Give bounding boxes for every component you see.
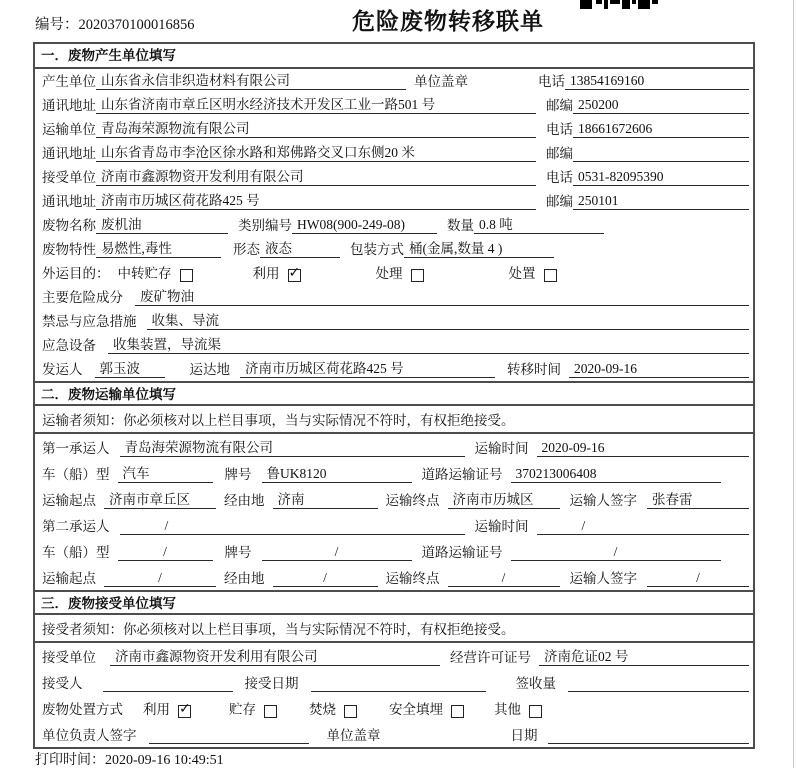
license-no-label: 经营许可证号 [450,650,531,665]
phone2-value: 18661672606 [573,121,749,138]
receiver-notice: 接受者须知：你必须核对以上栏目事项，当与实际情况不符时，有权拒绝接受。 [42,622,515,637]
hazard-row [35,285,753,309]
plate1-label: 牌号 [224,467,252,482]
zip3-label: 邮编 [546,194,573,209]
receiver-label: 接受单位 [42,170,96,185]
serial-label: 编号： [35,17,79,33]
option-label: 中转贮存 [117,266,172,281]
purpose-option-use [253,262,301,282]
hazard-label: 主要危险成分 [42,290,123,305]
section3-header: 三．废物接受单位填写 [35,590,753,615]
section1-header: 一．废物产生单位填写 [35,44,753,69]
disposal-option-landfill [389,698,464,718]
origin1-label: 运输起点 [42,493,96,508]
time2-label: 运输时间 [474,519,529,534]
sign1-label: 运输人签字 [569,493,637,508]
zip2-label: 邮编 [546,146,573,161]
disposal-row [35,695,753,721]
disposal-option-store [229,698,277,718]
receiver-value: 济南市鑫源物资开发利用有限公司 [96,165,536,186]
transporter-value: 青岛海荣源物流有限公司 [96,117,536,138]
origin2-value: / [104,570,216,587]
accept-date-label: 接受日期 [244,676,299,691]
quantity-label: 数量 [447,218,474,233]
vehicle2-value: / [118,544,213,561]
checkbox-icon [264,705,277,718]
acceptor-value [103,691,233,692]
taboo-value: 收集、导流 [147,309,750,330]
destination-value: 济南市历城区荷花路425 号 [240,357,495,378]
shipper-label: 发运人 [42,362,83,377]
origin2-label: 运输起点 [42,571,96,586]
equipment-value: 收集装置，导流渠 [108,333,749,354]
transfer-time-value: 2020-09-16 [569,361,749,378]
destination-label: 运达地 [189,362,230,377]
end2-value: / [448,570,560,587]
carrier2-row [35,512,753,538]
end2-label: 运输终点 [385,571,440,586]
via2-label: 经由地 [224,571,265,586]
form-label: 形态 [233,242,260,257]
print-time-label: 打印时间： [35,753,105,768]
waste-name-value: 废机油 [96,213,228,234]
option-label: 其他 [494,702,521,717]
phone3-value: 0531-82095390 [573,169,749,186]
route1-row [35,486,753,512]
phone2-label: 电话 [546,122,573,137]
waste-name-row [35,213,753,237]
via2-value: / [273,570,378,587]
transporter-label: 运输单位 [42,122,96,137]
plate2-label: 牌号 [224,545,252,560]
option-label: 焚烧 [309,702,336,717]
character-value: 易燃性,毒性 [96,237,221,258]
acceptor-label: 接受人 [42,676,83,691]
disposal-option-other [494,698,542,718]
checkbox-icon [544,269,557,282]
addr2-value: 山东省青岛市李沧区徐水路和郑佛路交叉口东侧20 米 [96,141,536,162]
vehicle1-row [35,460,753,486]
option-label: 处置 [508,266,536,281]
addr1-label: 通讯地址 [42,98,96,113]
accept-unit-row [35,643,753,669]
acceptor-row [35,669,753,695]
manifest-form [33,42,755,749]
manager-sign-label: 单位负责人签字 [42,728,137,743]
option-label: 安全填埋 [389,702,443,717]
accept-unit-label: 接受单位 [42,650,96,665]
character-label: 废物特性 [42,242,96,257]
producer-value: 山东省永信非织造材料有限公司 [96,69,406,90]
addr2-label: 通讯地址 [42,146,96,161]
taboo-row [35,309,753,333]
checkbox-icon [529,705,542,718]
producer-address-row [35,93,753,117]
received-qty-value [568,691,749,692]
receiver-notice-row [35,615,753,643]
received-qty-label: 签收量 [515,676,556,691]
checkbox-icon [344,705,357,718]
carrier2-value: / [120,518,465,535]
checkbox-icon [288,269,301,282]
sign1-value: 张春雷 [647,488,749,509]
page-edge-line [793,0,794,768]
option-label: 处理 [375,266,403,281]
phone1-value: 13854169160 [565,73,749,90]
transporter-address-row [35,141,753,165]
unit-seal-label: 单位盖章 [414,74,468,89]
date-label: 日期 [510,728,538,743]
unit-seal-label-2: 单位盖章 [326,728,381,743]
vehicle2-row [35,538,753,564]
transporter-row [35,117,753,141]
vehicle1-value: 汽车 [118,462,213,483]
license-no-value: 济南危证02 号 [539,645,749,666]
origin1-value: 济南市章丘区 [104,488,216,509]
page-title: 危险废物转移联单 [352,8,544,34]
shipper-row [35,357,753,381]
carrier1-value: 青岛海荣源物流有限公司 [120,436,465,457]
serial-value: 2020370100016856 [78,17,195,33]
disposal-option-incinerate [309,698,357,718]
shipper-value: 郭玉波 [95,357,165,378]
category-value: HW08(900-249-08) [292,217,437,234]
purpose-option-treat [376,262,424,282]
equipment-row [35,333,753,357]
waste-character-row [35,237,753,261]
taboo-label: 禁忌与应急措施 [42,314,137,329]
waste-name-label: 废物名称 [42,218,96,233]
time1-value: 2020-09-16 [537,440,750,457]
accept-date-value [311,691,486,692]
time2-value: / [537,518,750,535]
addr3-value: 济南市历城区荷花路425 号 [96,189,536,210]
producer-row [35,69,753,93]
carrier1-label: 第一承运人 [42,441,110,456]
vehicle2-label: 车（船）型 [42,545,110,560]
license1-value: 370213006408 [511,466,721,483]
disposal-option-use [143,698,191,718]
addr3-label: 通讯地址 [42,194,96,209]
manager-sign-row [35,721,753,747]
zip1-label: 邮编 [546,98,573,113]
category-label: 类别编号 [238,218,292,233]
transporter-notice-row [35,406,753,434]
form-value: 液态 [260,237,340,258]
via1-label: 经由地 [224,493,265,508]
qr-code-icon [580,0,658,9]
via1-value: 济南 [273,488,378,509]
plate2-value: / [262,544,412,561]
transporter-notice: 运输者须知：你必须核对以上栏目事项，当与实际情况不符时，有权拒绝接受。 [42,413,515,428]
sign2-value: / [647,570,749,587]
quantity-value: 0.8 吨 [474,213,604,234]
packing-label: 包装方式 [350,242,404,257]
phone3-label: 电话 [546,170,573,185]
hazard-value: 废矿物油 [135,285,749,306]
purpose-label: 外运目的： [42,266,110,281]
time1-label: 运输时间 [474,441,529,456]
route2-row [35,564,753,590]
section2-header: 二．废物运输单位填写 [35,381,753,406]
purpose-option-dispose [509,262,557,282]
receiver-address-row [35,189,753,213]
option-label: 贮存 [229,702,256,717]
print-time [35,749,224,769]
checkbox-icon [178,705,191,718]
sign2-label: 运输人签字 [569,571,637,586]
disposal-label: 废物处置方式 [42,702,123,717]
equipment-label: 应急设备 [42,338,96,353]
zip2-value [573,161,749,162]
transfer-time-label: 转移时间 [507,362,561,377]
packing-value: 桶(金属,数量 4 ) [404,237,554,258]
carrier2-label: 第二承运人 [42,519,110,534]
zip1-value: 250200 [573,97,749,114]
checkbox-icon [411,269,424,282]
print-time-value: 2020-09-16 10:49:51 [105,753,224,768]
carrier1-row [35,434,753,460]
phone1-label: 电话 [538,74,565,89]
checkbox-icon [451,705,464,718]
license1-label: 道路运输证号 [421,467,503,482]
purpose-option-transfer-storage [118,262,193,282]
end1-label: 运输终点 [385,493,440,508]
license2-label: 道路运输证号 [421,545,503,560]
option-label: 利用 [252,266,280,281]
accept-unit-value: 济南市鑫源物资开发利用有限公司 [110,645,440,666]
zip3-value: 250101 [573,193,749,210]
plate1-value: 鲁UK8120 [262,462,412,483]
producer-label: 产生单位 [42,74,96,89]
receiver-row [35,165,753,189]
purpose-row [35,261,753,285]
license2-value: / [511,544,721,561]
manager-sign-value [149,743,309,744]
document-header [0,0,796,42]
end1-value: 济南市历城区 [448,488,560,509]
date-value [548,743,750,744]
addr1-value: 山东省济南市章丘区明水经济技术开发区工业一路501 号 [96,93,536,114]
checkbox-icon [180,269,193,282]
option-label: 利用 [143,702,170,717]
vehicle1-label: 车（船）型 [42,467,110,482]
